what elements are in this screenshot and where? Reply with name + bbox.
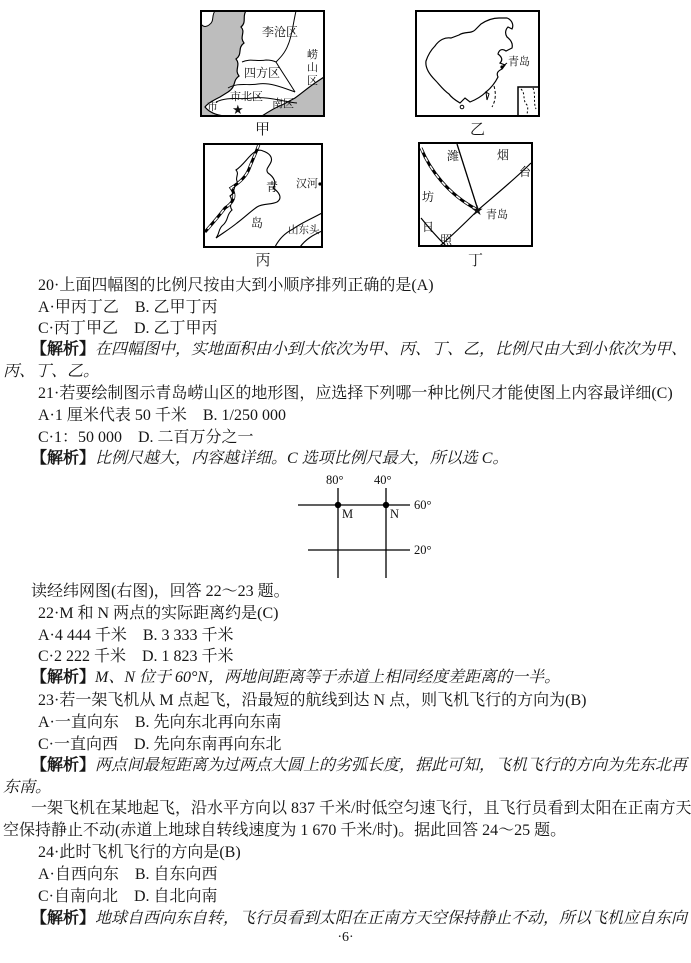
q20-stem: 20·上面四幅图的比例尺按由大到小顺序排列正确的是(A) [38, 277, 434, 294]
place-label: 潍 [447, 149, 460, 163]
map-bing-qingdao-city [203, 143, 323, 248]
q20-options-ab: A·甲丙丁乙 B. 乙甲丁丙 [38, 299, 218, 316]
q20-analysis-line1 [31, 340, 687, 360]
q23-stem: 23·若一架飞机从 M 点起飞，沿最短的航线到达 N 点，则飞机飞行的方向为(B) [38, 692, 587, 709]
lat-label-60: 60° [414, 498, 432, 512]
city-label: 青岛 [486, 209, 508, 221]
taiwan-island [486, 92, 489, 100]
map-border [419, 143, 532, 246]
place-label: 山东头 [288, 225, 320, 236]
lat-label-20: 20° [414, 543, 432, 557]
place-label: 汉河 [296, 178, 318, 190]
china-outline [426, 18, 513, 103]
place-label: 照 [440, 233, 453, 247]
city-star-marker: ★ [471, 204, 484, 219]
analysis-tag: 【解析】 [31, 757, 96, 774]
hainan-island [460, 105, 464, 109]
q21-options-ab: A·1 厘米代表 50 千米 B. 1/250 000 [38, 407, 287, 424]
q23-analysis-line2 [3, 778, 51, 798]
district-label: 市北区 [230, 91, 263, 103]
q22-stem: 22·M 和 N 两点的实际距离约是(C) [38, 605, 279, 622]
q24-analysis [31, 909, 687, 929]
q23-analysis-line1 [31, 756, 687, 776]
analysis-text: 东南。 [3, 779, 52, 796]
q22-options-cd: C·2 222 千米 D. 1 823 千米 [38, 648, 234, 665]
coastline-main [440, 163, 531, 246]
analysis-text: 地球自西向东自转，飞行员看到太阳在正南方天空保持静止不动，所以飞机应自东向 [95, 910, 688, 927]
analysis-tag: 【解析】 [31, 669, 96, 686]
city-label: 青 [266, 180, 279, 194]
district-label-vertical: 崂山区 [307, 49, 318, 87]
q24-options-ab: A·自西向东 B. 自东向西 [38, 866, 218, 883]
peninsula-outline [216, 150, 280, 238]
q21-stem: 21·若要绘制图示青岛崂山区的地形图，应选择下列哪一种比例尺才能使图上内容最详细(C) [38, 385, 673, 402]
q24-options-cd: C·自南向北 D. 自北向南 [38, 888, 218, 905]
map-caption-bing: 丙 [255, 253, 271, 269]
analysis-text: M、N 位于 60°N，两地间距离等于赤道上相同经度差距离的一半。 [95, 669, 561, 686]
district-label: 市 [207, 101, 218, 113]
q21-options-cd: C·1：50 000 D. 二百万分之一 [38, 429, 254, 446]
q20-analysis-line2 [3, 362, 99, 382]
passage-24-25-line2: 空保持静止不动(赤道上地球自转线速度为 1 670 千米/时)。据此回答 24～25 题。 [3, 822, 567, 839]
place-label: 坊 [422, 190, 435, 204]
map-ding-shandong-routes [418, 142, 533, 247]
nine-dash-line [492, 86, 495, 107]
lon-label-80: 80° [326, 473, 344, 487]
passage-24-25-line1: 一架飞机在某地起飞，沿水平方向以 837 千米/时低空匀速飞行，且飞行员看到太阳在正南方天 [31, 800, 691, 817]
map-caption-ding: 丁 [467, 253, 483, 269]
analysis-text: 丙、丁、乙。 [3, 363, 100, 380]
latlong-grid-figure [295, 472, 435, 580]
map-jia-qingdao-districts [200, 10, 325, 117]
q20-options-cd: C·丙丁甲乙 D. 乙丁甲丙 [38, 320, 218, 337]
intro-22-23: 读经纬网图(右图)，回答 22～23 题。 [31, 583, 290, 600]
point-m-label: M [342, 507, 354, 521]
place-label: 烟 [497, 148, 510, 162]
q22-options-ab: A·4 444 千米 B. 3 333 千米 [38, 627, 234, 644]
q23-options-ab: A·一直向东 B. 先向东北再向东南 [38, 714, 282, 731]
page-number: ·6· [337, 930, 354, 945]
point-m-dot [335, 502, 341, 508]
analysis-tag: 【解析】 [31, 341, 96, 358]
lon-label-40: 40° [374, 473, 392, 487]
map-caption-yi: 乙 [469, 122, 485, 138]
analysis-text: 比例尺越大，内容越详细。C 选项比例尺最大，所以选 C。 [95, 450, 509, 467]
q22-analysis [31, 668, 560, 688]
district-label: 李沧区 [262, 25, 299, 39]
city-label: 岛 [251, 216, 264, 230]
city-star-marker: ★ [232, 102, 244, 117]
point-n-label: N [390, 507, 400, 521]
q21-analysis [31, 449, 508, 469]
analysis-tag: 【解析】 [31, 910, 96, 927]
place-label: 日 [422, 220, 435, 234]
point-n-dot [383, 502, 389, 508]
q23-options-cd: C·一直向西 D. 先向东南再向东北 [38, 736, 282, 753]
analysis-tag: 【解析】 [31, 450, 96, 467]
map-caption-jia: 甲 [254, 122, 270, 138]
district-label: 四方区 [244, 66, 281, 80]
q24-stem: 24·此时飞机飞行的方向是(B) [38, 844, 241, 861]
south-china-sea-inset [518, 87, 539, 116]
analysis-text: 两点间最短距离为过两点大圆上的劣弧长度，据此可知，飞机飞行的方向为先东北再 [95, 757, 688, 774]
map-yi-china [415, 10, 540, 117]
city-label: 青岛 [508, 56, 530, 68]
place-label: 台 [519, 165, 532, 179]
district-label: 南区 [272, 98, 294, 110]
analysis-text: 在四幅图中，实地面积由小到大依次为甲、丙、丁、乙，比例尺由大到小依次为甲、 [95, 341, 688, 358]
